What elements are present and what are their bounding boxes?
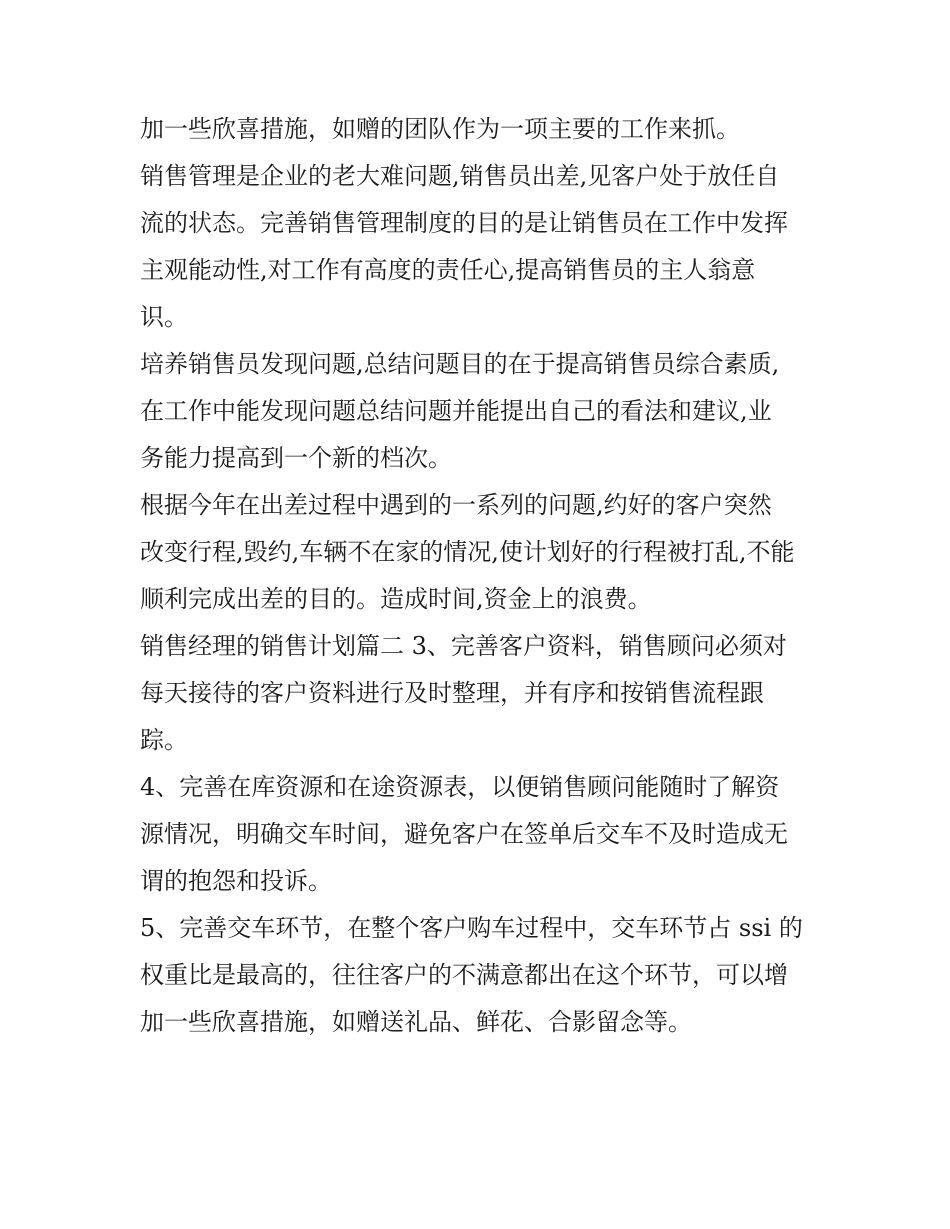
text-line: 加一些欣喜措施，如赠送礼品、鲜花、合影留念等。	[140, 1008, 692, 1036]
text-line: 识。	[140, 303, 188, 331]
text-line: 销售管理是企业的老大难问题,销售员出差,见客户处于放任自	[140, 162, 780, 190]
text-line: 顺利完成出差的目的。造成时间,资金上的浪费。	[140, 585, 652, 613]
text-line: 培养销售员发现问题,总结问题目的在于提高销售员综合素质,	[140, 350, 780, 378]
text-line: 每天接待的客户资料进行及时整理，并有序和按销售流程跟	[140, 679, 764, 707]
text-line: 务能力提高到一个新的档次。	[140, 444, 452, 472]
text-line: 谓的抱怨和投诉。	[140, 867, 332, 895]
text-line: 5、完善交车环节，在整个客户购车过程中，交车环节占 ssi 的	[140, 914, 803, 942]
text-line: 权重比是最高的，往往客户的不满意都出在这个环节，可以增	[140, 961, 788, 989]
text-line: 踪。	[140, 726, 188, 754]
text-line: 流的状态。完善销售管理制度的目的是让销售员在工作中发挥	[140, 209, 788, 237]
document-body	[140, 106, 820, 1046]
text-line: 改变行程,毁约,车辆不在家的情况,使计划好的行程被打乱,不能	[140, 538, 795, 566]
text-line: 销售经理的销售计划篇二 3、完善客户资料，销售顾问必须对	[140, 632, 787, 660]
text-line: 4、完善在库资源和在途资源表，以便销售顾问能随时了解资	[140, 773, 780, 801]
text-line: 根据今年在出差过程中遇到的一系列的问题,约好的客户突然	[140, 491, 772, 519]
text-line: 加一些欣喜措施，如赠的团队作为一项主要的工作来抓。	[140, 115, 740, 143]
text-line: 源情况，明确交车时间，避免客户在签单后交车不及时造成无	[140, 820, 788, 848]
text-line: 在工作中能发现问题总结问题并能提出自己的看法和建议,业	[140, 397, 772, 425]
text-line: 主观能动性,对工作有高度的责任心,提高销售员的主人翁意	[140, 256, 756, 284]
